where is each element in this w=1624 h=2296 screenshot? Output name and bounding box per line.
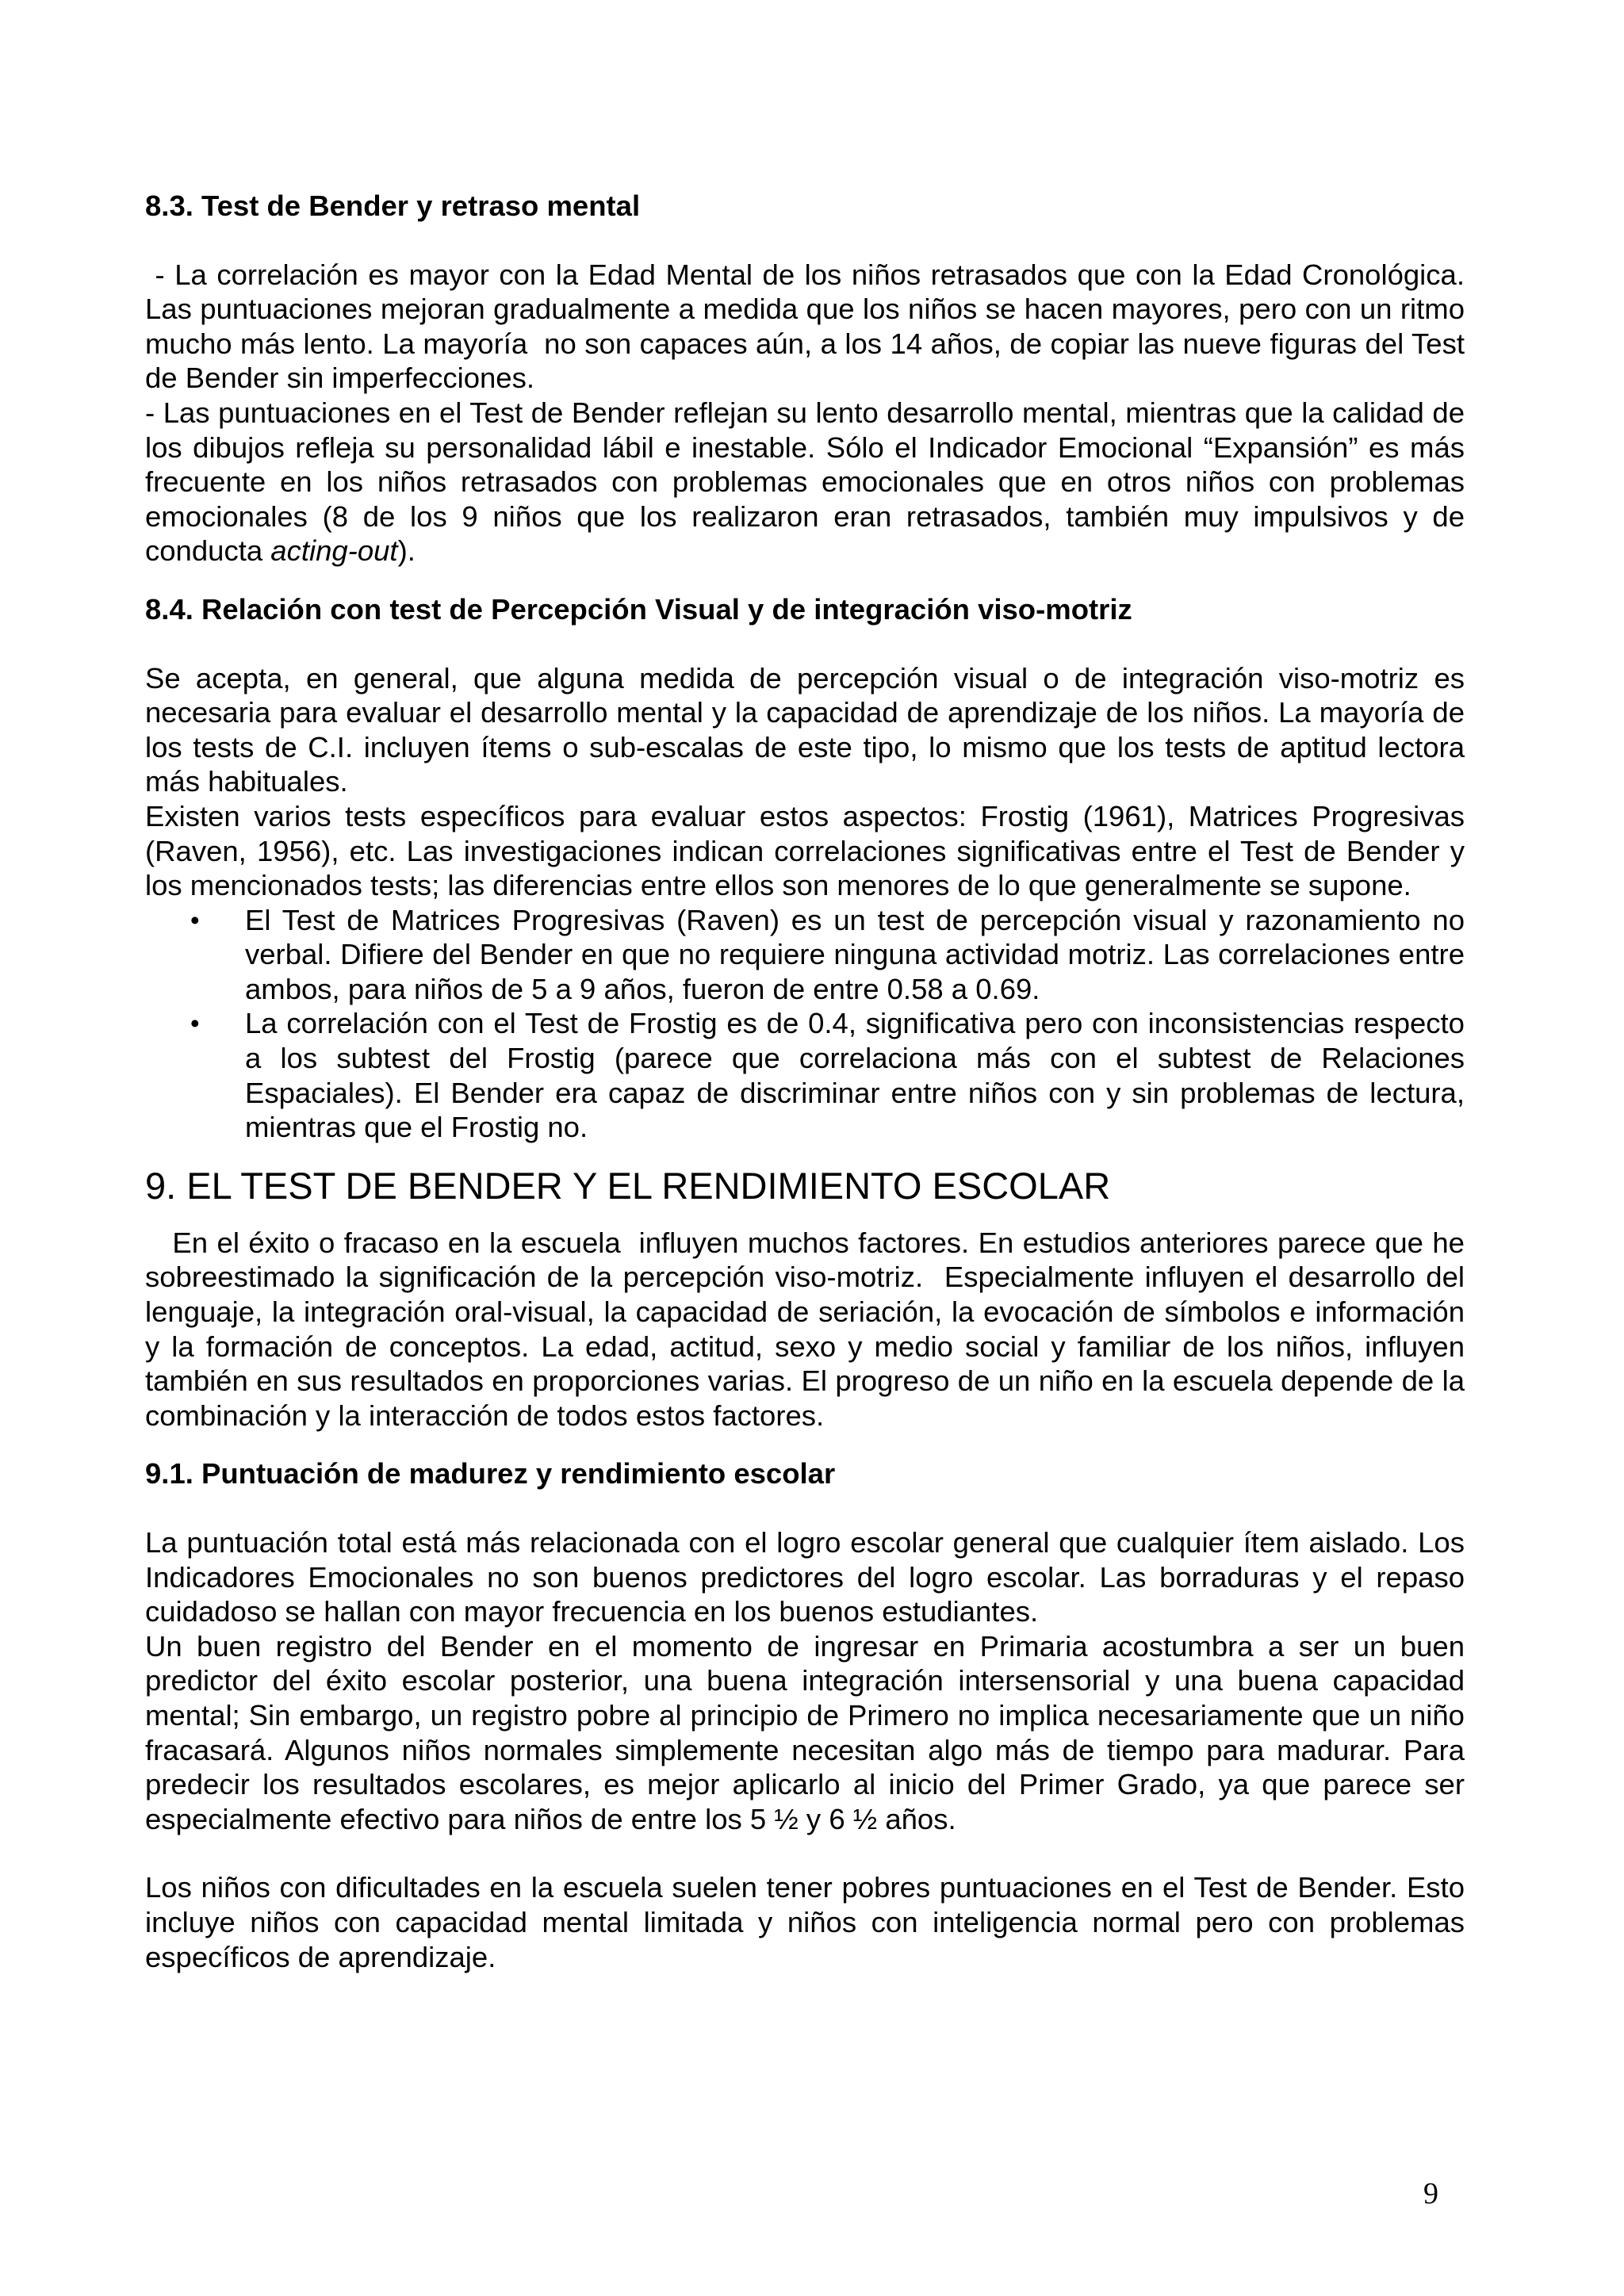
section-9-1-paragraph-3: Los niños con dificultades en la escuela suelen tener pobres puntuaciones en el Test de Bender. Esto incluye niños con capacidad mental limitada y niños con inteligencia normal pero con problemas específicos de aprendizaje. [145,1871,1465,1973]
bullet-item-raven-text: El Test de Matrices Progresivas (Raven) es un test de percepción visual y razonamiento no verbal. Difiere del Bender en que no requiere ninguna actividad motriz. Las correlaciones entre ambos, para niños de 5 a 9 años, fueron de entre 0.58 a 0.69. [245,903,1465,1005]
section-8-4-paragraph-2: Existen varios tests específicos para evaluar estos aspectos: Frostig (1961), Matrices Progresivas (Raven, 1956), etc. Las investigaciones indican correlaciones significativas entre el Test de Bender y los mencionados tests; las diferencias entre ellos son menores de lo que generalmente se supone. [145,799,1465,902]
section-8-3-heading: 8.3. Test de Bender y retraso mental [145,189,641,222]
section-8-3-paragraph-2 [145,396,1465,568]
section-9-heading: 9. EL TEST DE BENDER Y EL RENDIMIENTO ESCOLAR [145,1164,1111,1207]
page-content [145,189,1473,1974]
page-number: 9 [1423,2177,1438,2210]
bullet-item-frostig [190,1006,1465,1144]
bullet-item-frostig-text: La correlación con el Test de Frostig es de 0.4, significativa pero con inconsistencias respecto a los subtest del Frostig (parece que correlaciona más con el subtest de Relaciones Espaciales). El Bender era capaz de discriminar entre niños con y sin problemas de lectura, mientras que el Frostig no. [245,1007,1465,1144]
bullet-icon: • [190,905,200,935]
section-9-paragraph-1: En el éxito o fracaso en la escuela influyen muchos factores. En estudios anteriores parece que he sobreestimado la significación de la percepción viso-motriz. Especialmente influyen el desarrollo del lenguaje, la integración oral-visual, la capacidad de seriación, la evocación de símbolos e información y la formación de conceptos. La edad, actitud, sexo y medio social y familiar de los niños, influyen también en sus resultados en proporciones varias. El progreso de un niño en la escuela depende de la combinación y la interacción de todos estos factores. [145,1226,1473,1432]
bullet-icon: • [190,1008,200,1039]
section-8-3-paragraph-2-text: - Las puntuaciones en el Test de Bender reflejan su lento desarrollo mental, mientras que la calidad de los dibujos refleja su personalidad lábil e inestable. Sólo el Indicador Emocional “Expansión” es más frecuente en los niños retrasados con problemas emocionales que en otros niños con problemas emocionales (8 de los 9 niños que los realizaron eran retrasados, también muy impulsivos y de conducta [145,396,1465,568]
section-8-3-paragraph-2-end: ). [397,534,416,568]
section-8-4-paragraph-1: Se acepta, en general, que alguna medida de percepción visual o de integración viso-motriz es necesaria para evaluar el desarrollo mental y la capacidad de aprendizaje de los niños. La mayoría de los tests de C.I. incluyen ítems o sub-escalas de este tipo, lo mismo que los tests de aptitud lectora más habituales. [145,661,1465,798]
bullet-item-raven [190,903,1465,1007]
section-9-1-paragraph-1: La puntuación total está más relacionada con el logro escolar general que cualquier ítem aislado. Los Indicadores Emocionales no son buenos predictores del logro escolar. Las borraduras y el repaso cuidadoso se hallan con mayor frecuencia en los buenos estudiantes. [145,1526,1465,1628]
acting-out-term: acting-out [270,534,398,568]
section-9-1-paragraph-2: Un buen registro del Bender en el momento de ingresar en Primaria acostumbra a ser un buen predictor del éxito escolar posterior, una buena integración intersensorial y una buena capacidad mental; Sin embargo, un registro pobre al principio de Primero no implica necesariamente que un niño fracasará. Algunos niños normales simplemente necesitan algo más de tiempo para madurar. Para predecir los resultados escolares, es mejor aplicarlo al inicio del Primer Grado, ya que parece ser especialmente efectivo para niños de entre los 5 ½ y 6 ½ años. [145,1629,1465,1835]
section-8-3-paragraph-1: - La correlación es mayor con la Edad Mental de los niños retrasados que con la Edad Cronológica. Las puntuaciones mejoran gradualmente a medida que los niños se hacen mayores, pero con un ritmo mucho más lento. La mayoría no son capaces aún, a los 14 años, de copiar las nueve figuras del Test de Bender sin imperfecciones. [145,258,1473,395]
section-8-4-bullet-list [145,903,1465,1145]
section-9-1-heading: 9.1. Puntuación de madurez y rendimiento escolar [145,1457,836,1490]
section-8-4-heading: 8.4. Relación con test de Percepción Visual y de integración viso-motriz [145,592,1132,626]
